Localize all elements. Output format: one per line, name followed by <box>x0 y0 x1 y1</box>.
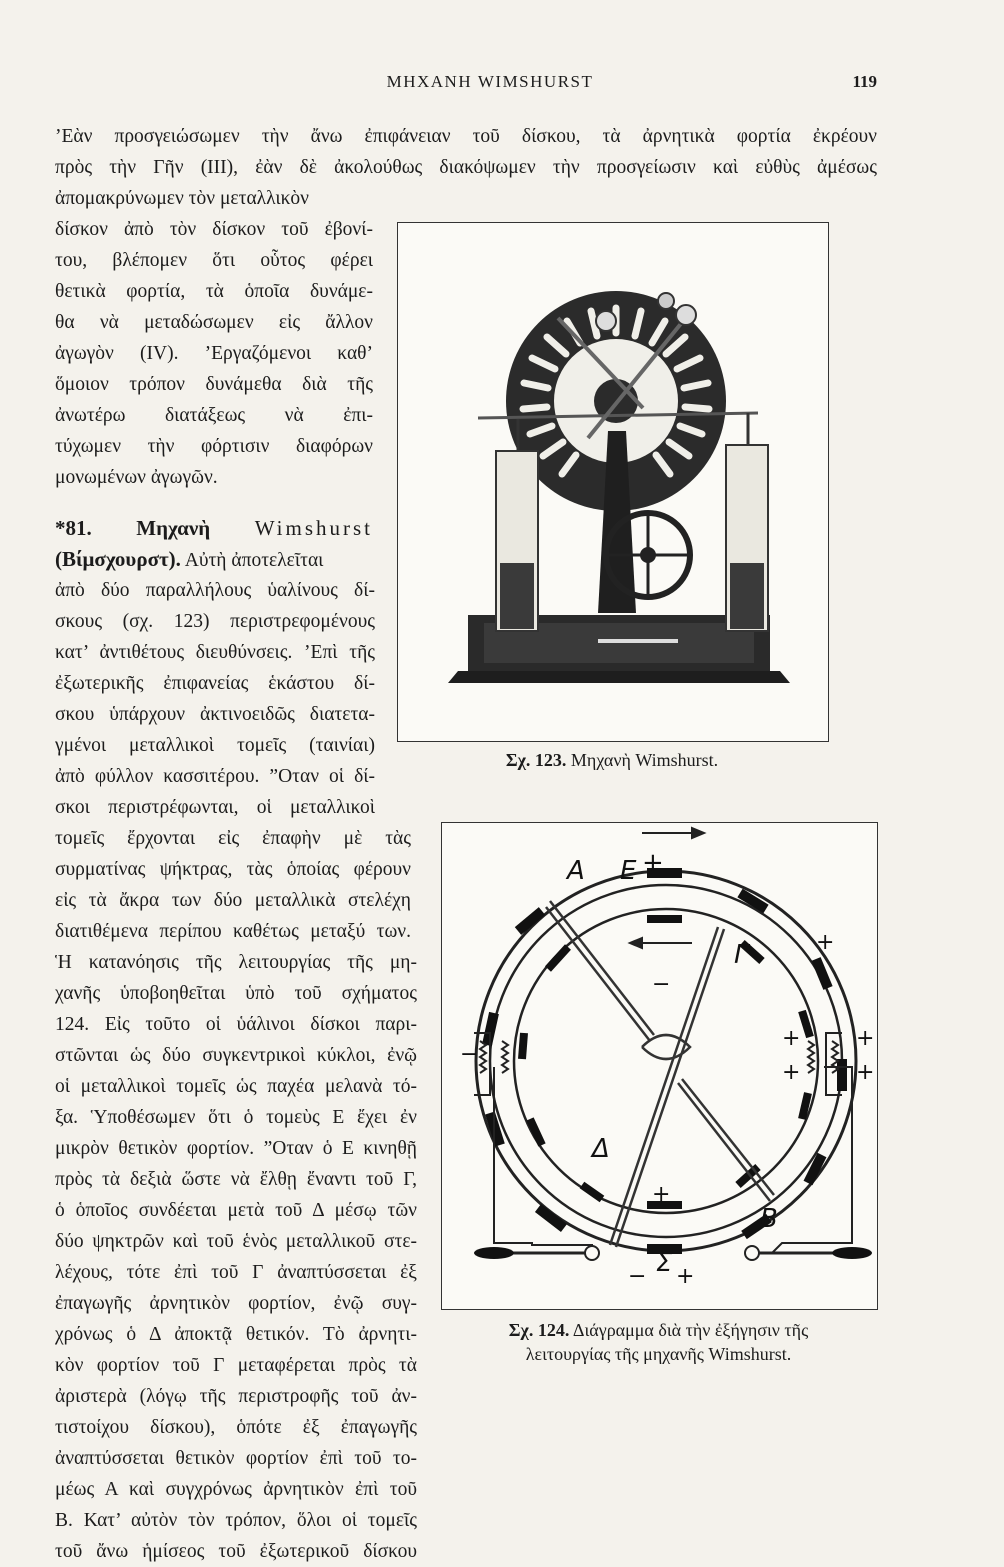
section-81 <box>55 513 373 575</box>
sign-right-plus-2: + <box>856 1060 875 1085</box>
label-E: E <box>620 856 637 886</box>
text-line: ’Εὰν προσγειώσωμεν τὴν ἄνω ἐπιφάνειαν τοῦ δίσκου, τὰ ἀρνητικὰ φορτία ἐκρέουν <box>55 126 877 147</box>
section-heading <box>55 513 373 544</box>
figure-123-caption <box>397 748 827 772</box>
text-line: ὅμοιον τρόπον δυνάμεθα διὰ τῆς <box>55 374 373 395</box>
sign-spark-plus: + <box>676 1264 695 1289</box>
leyden-jar-right <box>726 413 768 631</box>
label-G: Γ <box>734 940 749 970</box>
text-line: δίσκον ἀπὸ τὸν δίσκον τοῦ ἐβονί- <box>55 219 373 240</box>
section-81-body-narrow <box>55 575 375 823</box>
text-line: σκοι περιστρέφωνται, οἱ μεταλλικοὶ <box>55 797 375 818</box>
text-line: μικρὸν θετικὸν φορτίον. ”Οταν ὁ Ε κινηθῇ <box>55 1138 417 1159</box>
running-title: ΜΗΧΑΝΗ WIMSHURST <box>386 72 594 91</box>
text-line: δύο ψηκτρῶν καὶ τοῦ ἑνὸς μεταλλικοῦ στε- <box>55 1231 417 1252</box>
text-line: εἰς τὰ ἄκρα των δύο μεταλλικὰ στελέχη <box>55 890 411 911</box>
label-B: B <box>760 1204 778 1234</box>
text-line-rest: Αὐτὴ ἀποτελεῖται <box>184 550 324 571</box>
section-heading-line2 <box>55 544 373 575</box>
sign-outer-plus: + <box>816 930 835 955</box>
text-line: ξα. Ὑποθέσωμεν ὅτι ὁ τομεὺς Ε ἔχει ἐν <box>55 1107 417 1128</box>
text-line: στῶνται ὡς δύο συγκεντρικοὶ κύκλοι, ἐνῷ <box>55 1045 417 1066</box>
text-line: ἀναπτύσσεται θετικὸν φορτίον ἐπὶ τοῦ το- <box>55 1448 417 1469</box>
sign-left-minus: − <box>460 1042 479 1067</box>
text-line: κὸν φορτίον τοῦ Γ μεταφέρεται πρὸς τὰ <box>55 1355 417 1376</box>
label-E-plus: + <box>642 848 664 878</box>
text-line: ὁ ὁποῖος συνδέεται μετὰ τοῦ Δ μέσῳ τῶν <box>55 1200 417 1221</box>
figure-caption-text: Μηχανὴ Wimshurst. <box>570 750 719 770</box>
section-81-body-mid <box>55 823 411 947</box>
text-line: ἐπαγωγῆς ἀρνητικὸν φορτίον, ἐνῷ συγ- <box>55 1293 417 1314</box>
text-line: μέως Α καὶ συγχρόνως ἀρνητικὸν ἐπὶ τοῦ <box>55 1479 417 1500</box>
inner-sectors <box>522 919 810 1205</box>
text-line: ἀριστερὰ (λόγῳ τῆς περιστροφῆς τοῦ ἀν- <box>55 1386 417 1407</box>
text-line: πρὸς τὴν Γῆν (ΙΙΙ), ἐὰν δὲ ἀκολούθως διακόψωμεν τὴν προσγείωσιν καὶ εὐθὺς ἀμέσως <box>55 157 877 178</box>
leyden-jar-left <box>496 419 538 631</box>
section-subtitle: (Βίμσχουρστ). <box>55 547 181 571</box>
text-line: ἀγωγὸν (IV). ’Εργαζόμενοι καθ’ <box>55 343 373 364</box>
text-line: θα νὰ μεταδώσωμεν εἰς ἄλλον <box>55 312 373 333</box>
text-line: ἐξωτερικῆς ἐπιφανείας ἑκάστου δί- <box>55 673 375 694</box>
sign-spark-minus: − <box>628 1264 647 1289</box>
text-line: θετικὰ φορτία, τὰ ὁποῖα δυνάμε- <box>55 281 373 302</box>
text-line: Ἡ κατανόησις τῆς λειτουργίας τῆς μη- <box>55 952 417 973</box>
text-line: σκους (σχ. 123) περιστρεφομένους <box>55 611 375 632</box>
text-line: τιστοίχου δίσκου), ὁπότε ἐξ ἐπαγωγῆς <box>55 1417 417 1438</box>
text-line: του, βλέπομεν ὅτι οὗτος φέρει <box>55 250 373 271</box>
text-line: τύχωμεν τὴν φόρτισιν διαφόρων <box>55 436 373 457</box>
text-line: διατιθέμενα περίπου καθέτως μεταξύ των. <box>55 921 411 942</box>
running-head <box>0 72 1004 98</box>
intro-paragraph-narrow <box>55 183 373 493</box>
section-title-latin: Wimshurst <box>254 516 373 540</box>
label-S: Σ <box>656 1248 673 1278</box>
drive-pulley <box>606 513 690 597</box>
text-line: σκου ὑπάρχουν ἀκτινοειδῶς διατετα- <box>55 704 375 725</box>
text-line: λέχους, τότε ἐπὶ τοῦ Γ ἀναπτύσσεται ἐξ <box>55 1262 417 1283</box>
text-line: τομεῖς ἔρχονται εἰς ἐπαφὴν μὲ τὰς <box>55 828 411 849</box>
sign-inner-minus: − <box>652 972 671 997</box>
section-81-body-lower <box>55 947 417 1567</box>
figure-label: Σχ. 123. <box>505 750 567 770</box>
text-line: ἀπὸ δύο παραλλήλους ὑαλίνους δί- <box>55 580 375 601</box>
text-line: 124. Εἰς τοῦτο οἱ ὑάλινοι δίσκοι παρι- <box>55 1014 417 1035</box>
figure-124-caption-line2: λειτουργίας τῆς μηχανῆς Wimshurst. <box>525 1344 792 1364</box>
sign-right-plus-1: + <box>856 1026 875 1051</box>
figure-label: Σχ. 124. <box>508 1320 570 1340</box>
figure-124-caption-line1 <box>441 1318 876 1342</box>
text-line: χανῆς ὑποβοηθεῖται ὑπὸ τοῦ σχήματος <box>55 983 417 1004</box>
sign-inner-plus-2: + <box>782 1060 801 1085</box>
figure-124-diagram <box>441 822 878 1310</box>
text-line: μονωμένων ἀγωγῶν. <box>55 467 218 488</box>
text-line: ἀπὸ φύλλον κασσιτέρου. ”Οταν οἱ δί- <box>55 766 375 787</box>
discharge-conductors <box>494 1067 852 1253</box>
label-D: Δ <box>592 1134 610 1164</box>
sign-inner-plus-1: + <box>782 1026 801 1051</box>
text-line: πρὸς τὰ δεξιὰ ὥστε νὰ ἔλθῃ ἔναντι τοῦ Γ, <box>55 1169 417 1190</box>
intro-paragraph-wide <box>55 121 877 183</box>
text-line: ἀπομακρύνωμεν τὸν μεταλλικὸν <box>55 188 309 209</box>
page-number: 119 <box>852 72 877 91</box>
label-A: A <box>567 856 585 886</box>
text-line: κατ’ ἀντιθέτους διευθύνσεις. ’Επὶ τῆς <box>55 642 375 663</box>
sign-lower-plus: + <box>652 1182 671 1207</box>
section-title: Μηχανὴ <box>136 516 211 540</box>
figure-124-caption <box>441 1318 876 1366</box>
section-number: *81. <box>55 516 92 540</box>
text-line: τοῦ ἄνω ἡμίσεος τοῦ ἐξωτερικοῦ δίσκου <box>55 1541 417 1562</box>
figure-caption-text: Διάγραμμα διὰ τὴν ἐξήγησιν τῆς <box>572 1320 809 1340</box>
text-line: ἀνωτέρω διατάξεως νὰ ἐπι- <box>55 405 373 426</box>
text-line: οἱ μεταλλικοὶ τομεῖς ὡς παχέα μελανὰ τό- <box>55 1076 417 1097</box>
text-line: συρματίνας ψήκτρας, τὰς ὁποίας φέρουν <box>55 859 411 880</box>
figure-123-wimshurst-machine <box>397 222 829 742</box>
text-line: γμένοι μεταλλικοὶ τομεῖς (ταινίαι) <box>55 735 375 756</box>
text-line: χρόνως ὁ Δ ἀποκτᾷ θετικόν. Τὸ ἀρνητι- <box>55 1324 417 1345</box>
text-line: Β. Κατ’ αὐτὸν τὸν τρόπον, ὅλοι οἱ τομεῖς <box>55 1510 417 1531</box>
